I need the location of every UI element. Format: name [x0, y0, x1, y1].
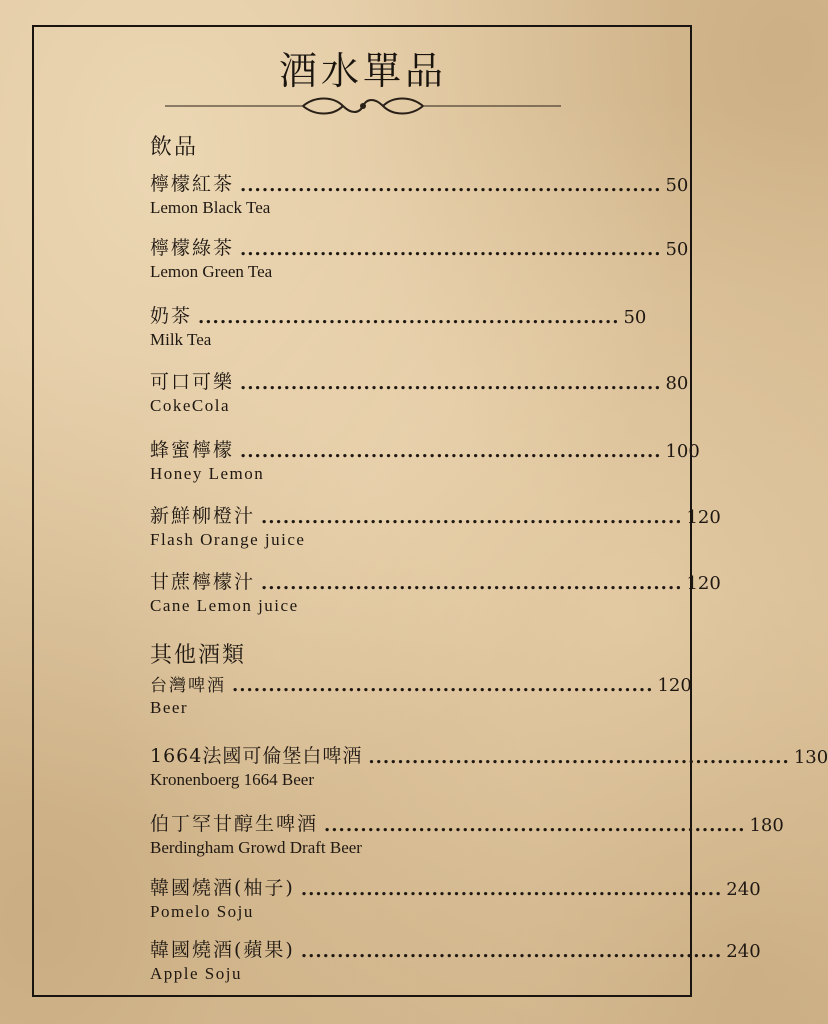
- menu-item: [150, 368, 689, 416]
- section-heading-other-alcohol: 其他酒類: [150, 643, 247, 668]
- dot-leader: ..........................................................: [232, 675, 654, 696]
- item-price: 240: [726, 941, 761, 962]
- dot-leader: ..........................................................: [261, 573, 683, 594]
- item-name-zh: 台灣啤酒: [150, 676, 226, 696]
- item-name-zh: 1664法國可倫堡白啤酒: [150, 745, 363, 767]
- item-name-en: Honey Lemon: [150, 464, 265, 483]
- item-name-en: Cane Lemon juice: [150, 596, 299, 615]
- item-name-zh: 檸檬紅茶: [150, 173, 235, 195]
- item-name-zh: 可口可樂: [150, 371, 235, 393]
- section-heading-drinks: 飲品: [150, 135, 199, 160]
- item-price: 50: [665, 239, 689, 260]
- menu-item: [150, 670, 692, 718]
- item-price: 50: [665, 175, 689, 196]
- item-name-zh: 韓國燒酒(蘋果): [150, 939, 295, 961]
- menu-item: [150, 568, 721, 616]
- item-name-zh: 甘蔗檸檬汁: [150, 571, 256, 593]
- dot-leader: ..........................................................: [261, 507, 683, 528]
- item-price: 130: [793, 747, 828, 768]
- item-price: 180: [749, 815, 784, 836]
- menu-item: [150, 234, 689, 282]
- item-price: 100: [665, 441, 700, 462]
- item-price: 120: [686, 573, 721, 594]
- dot-leader: ..........................................................: [240, 373, 662, 394]
- menu-item: [150, 502, 721, 550]
- item-price: 80: [665, 373, 689, 394]
- menu-item: [150, 936, 761, 984]
- item-name-en: Lemon Black Tea: [150, 198, 271, 217]
- dot-leader: ..........................................................: [300, 879, 723, 900]
- dot-leader: ..........................................................: [198, 307, 620, 328]
- dot-leader: ..........................................................: [368, 747, 790, 768]
- item-name-en: Kronenboerg 1664 Beer: [150, 770, 314, 789]
- item-name-en: Berdingham Growd Draft Beer: [150, 838, 362, 857]
- menu-item: [150, 810, 784, 858]
- menu-item: [150, 742, 828, 790]
- item-name-en: Flash Orange juice: [150, 530, 306, 549]
- dot-leader: ..........................................................: [300, 941, 723, 962]
- item-name-zh: 韓國燒酒(柚子): [150, 877, 295, 899]
- item-name-en: Milk Tea: [150, 330, 212, 349]
- item-name-en: Apple Soju: [150, 964, 242, 983]
- item-price: 120: [686, 507, 721, 528]
- menu-item: [150, 874, 761, 922]
- item-name-zh: 奶茶: [150, 305, 193, 327]
- item-name-zh: 蜂蜜檸檬: [150, 439, 235, 461]
- dot-leader: ..........................................................: [240, 175, 662, 196]
- item-name-zh: 檸檬綠茶: [150, 237, 235, 259]
- dot-leader: ..........................................................: [240, 441, 662, 462]
- item-name-en: Beer: [150, 698, 189, 717]
- page-title: 酒水單品: [278, 49, 447, 93]
- item-name-en: Lemon Green Tea: [150, 262, 273, 281]
- item-price: 240: [726, 879, 761, 900]
- item-name-en: CokeCola: [150, 396, 230, 415]
- item-name-en: Pomelo Soju: [150, 902, 254, 921]
- dot-leader: ..........................................................: [240, 239, 662, 260]
- menu-item: [150, 170, 689, 218]
- item-name-zh: 伯丁罕甘醇生啤酒: [150, 813, 319, 835]
- menu-item: [150, 436, 700, 484]
- dot-leader: ..........................................................: [324, 815, 746, 836]
- item-name-zh: 新鮮柳橙汁: [150, 505, 256, 527]
- menu-item: [150, 302, 647, 350]
- flourish-divider-icon: [165, 92, 561, 120]
- item-price: 50: [623, 307, 647, 328]
- item-price: 120: [657, 675, 692, 696]
